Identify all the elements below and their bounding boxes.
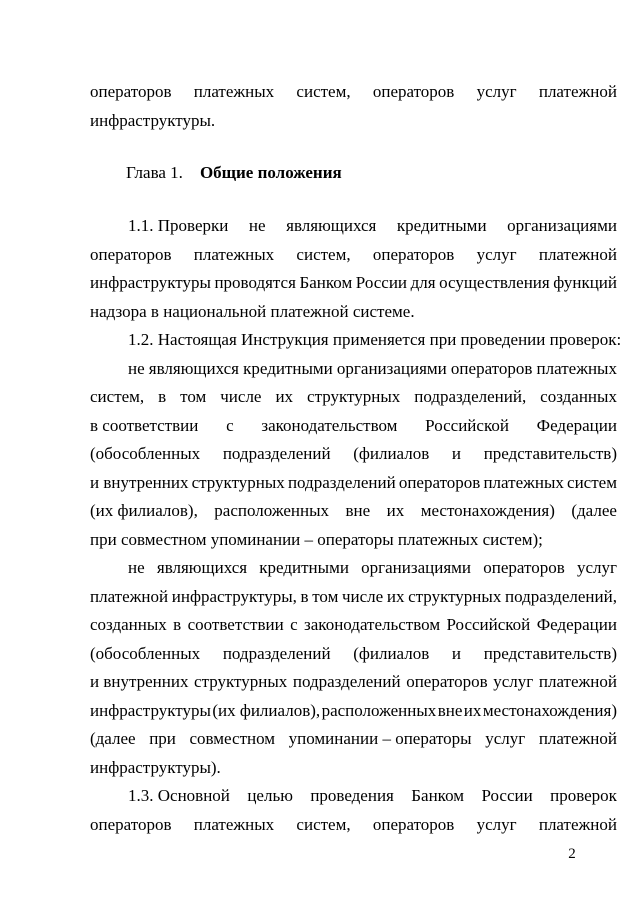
text-line: инфраструктуры (их филиалов), расположенных вне их местонахождения) — [90, 700, 617, 720]
text-line: 1.1. Проверки не являющихся кредитными организациями — [128, 216, 617, 235]
paragraph — [90, 212, 617, 326]
text-line: не являющихся кредитными организациями операторов платежных — [128, 358, 617, 378]
text-line: платежной инфраструктуры, в том числе их структурных подразделений, — [90, 586, 617, 606]
text-line: не являющихся кредитными организациями операторов услуг — [128, 558, 617, 577]
text-line: инфраструктуры). — [90, 757, 221, 777]
text-line: операторов платежных систем, операторов услуг платежной — [90, 814, 617, 834]
text-line: (их филиалов), расположенных вне их местонахождения) (далее — [90, 501, 617, 520]
document-body — [90, 78, 622, 839]
paragraph — [90, 782, 617, 839]
text-line: и внутренних структурных подразделений операторов платежных систем — [90, 472, 617, 492]
text-line: операторов платежных систем, операторов услуг платежной — [90, 82, 617, 101]
chapter-title: Общие положения — [199, 163, 342, 182]
text-line: инфраструктуры проводятся Банком России для осуществления функций — [90, 273, 617, 292]
text-line: (обособленных подразделений (филиалов и представительств) — [90, 444, 617, 463]
paragraph — [90, 355, 617, 555]
text-line: созданных в соответствии с законодательством Российской Федерации — [90, 615, 617, 634]
text-line: систем, в том числе их структурных подразделений, созданных — [90, 387, 617, 406]
chapter-number: Глава 1. — [126, 163, 183, 182]
paragraph — [90, 554, 617, 782]
text-line: (обособленных подразделений (филиалов и представительств) — [90, 643, 617, 663]
text-line: (далее при совместном упоминании – операторы услуг платежной — [90, 729, 617, 748]
paragraph — [90, 326, 622, 355]
text-line: операторов платежных систем, операторов услуг платежной — [90, 244, 617, 264]
text-line: 1.2. Настоящая Инструкция применяется при проведении проверок: — [128, 330, 622, 349]
text-line: инфраструктуры. — [90, 110, 216, 130]
text-line: 1.3. Основной целью проведения Банком России проверок — [128, 786, 617, 805]
text-line: при совместном упоминании – операторы платежных систем); — [90, 529, 543, 549]
page-number: 2 — [568, 846, 576, 862]
text-line: в соответствии с законодательством Российской Федерации — [90, 415, 617, 435]
paragraph — [90, 78, 617, 135]
chapter-heading — [90, 159, 617, 188]
text-line: и внутренних структурных подразделений операторов услуг платежной — [90, 672, 617, 691]
text-line: надзора в национальной платежной системе. — [90, 301, 415, 321]
